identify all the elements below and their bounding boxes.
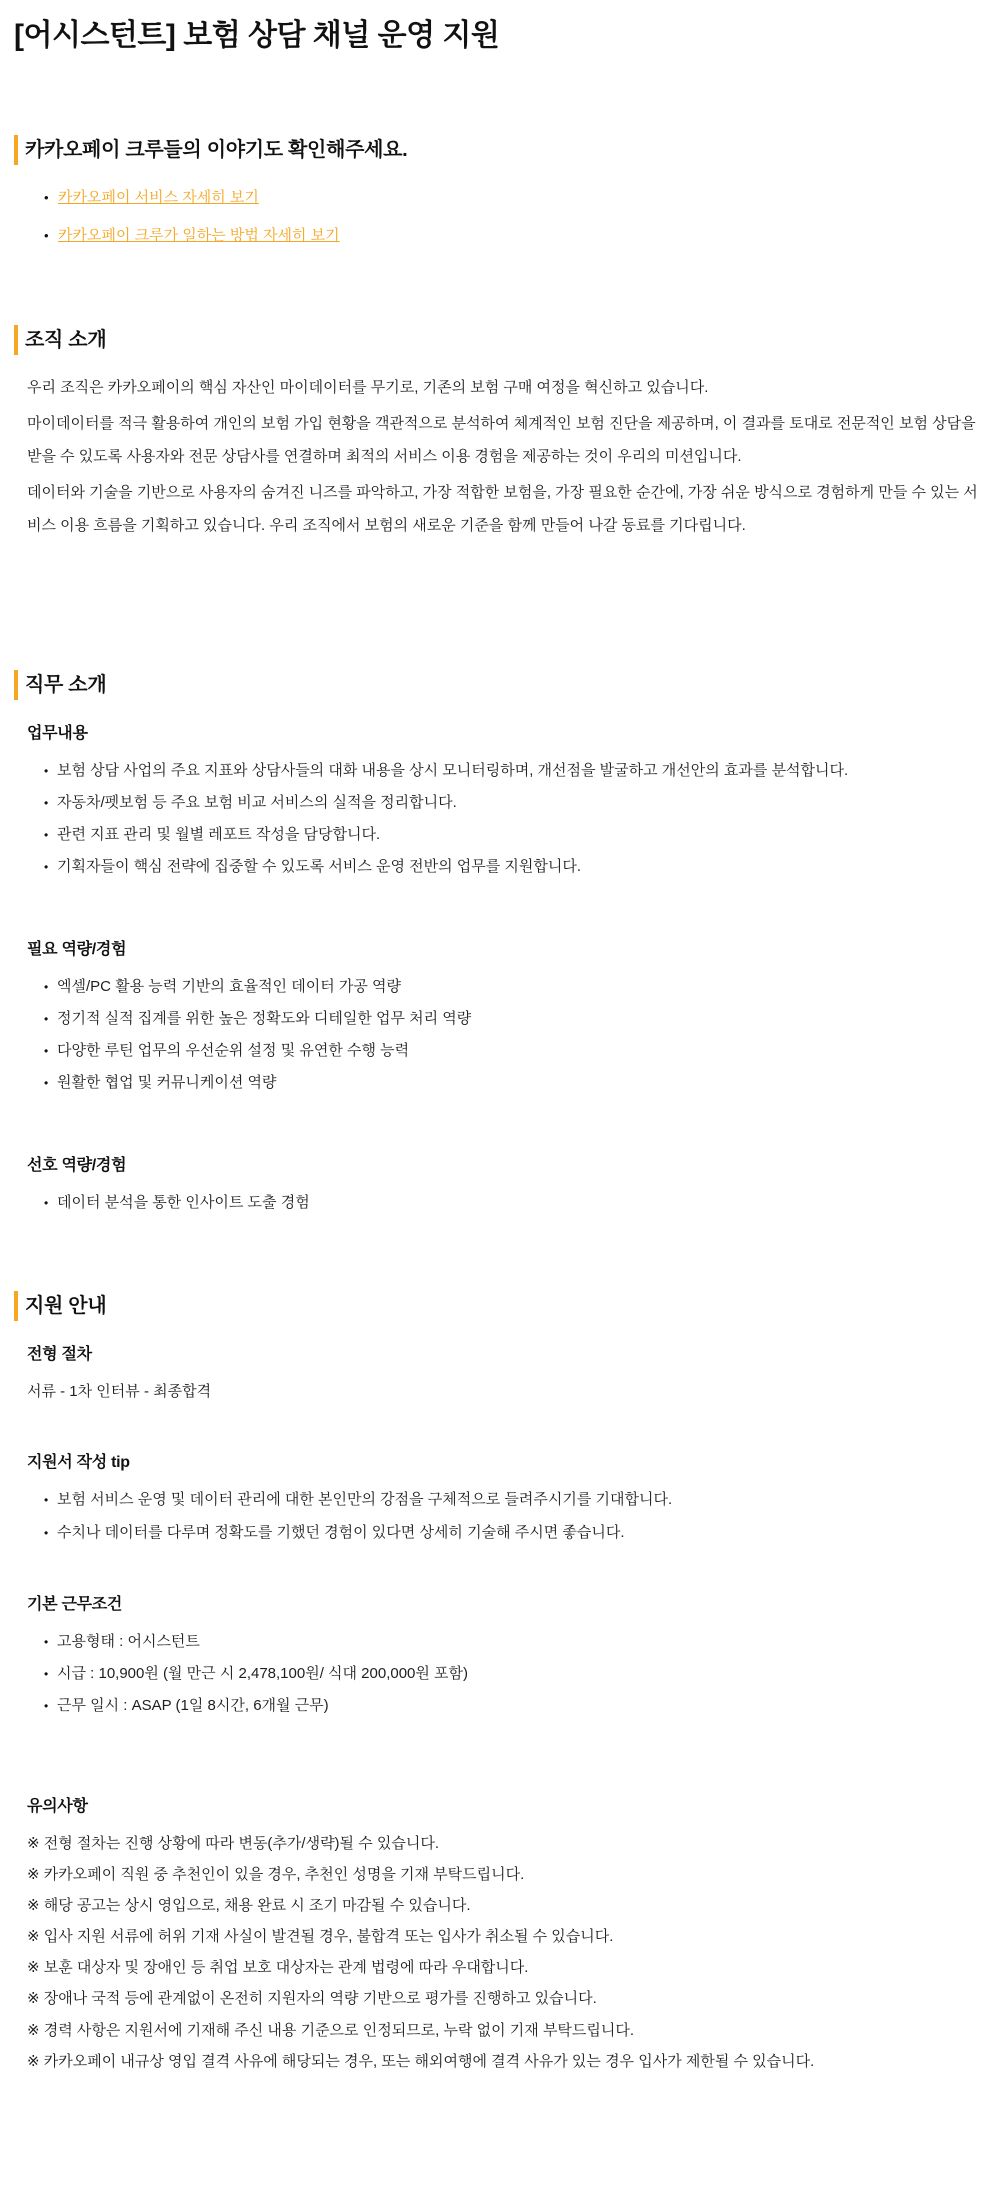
list-item: • 엑셀/PC 활용 능력 기반의 효율적인 데이터 가공 역량 bbox=[44, 971, 978, 1003]
notice-item: ※ 카카오페이 내규상 영입 결격 사유에 해당되는 경우, 또는 해외여행에 결격 사유가 있는 경우 입사가 제한될 수 있습니다. bbox=[27, 2052, 815, 2070]
tips-heading: 지원서 작성 tip bbox=[27, 1454, 130, 1472]
notice-item: ※ 카카오페이 직원 중 추천인이 있을 경우, 추천인 성명을 기재 부탁드립니다. bbox=[27, 1865, 525, 1883]
list-item: • 원활한 협업 및 커뮤니케이션 역량 bbox=[44, 1067, 978, 1099]
preferred-list bbox=[27, 1187, 978, 1219]
page-title: [어시스턴트] 보험 상담 채널 운영 지원 bbox=[14, 19, 500, 52]
conditions-list bbox=[27, 1626, 978, 1723]
job-section-heading: 직무 소개 bbox=[14, 670, 978, 700]
preferred-heading: 선호 역량/경험 bbox=[27, 1156, 127, 1174]
list-item: • 시급 : 10,900원 (월 만근 시 2,478,100원/ 식대 200,000원 포함) bbox=[44, 1658, 978, 1690]
list-item bbox=[44, 217, 978, 255]
service-detail-link[interactable]: 카카오페이 서비스 자세히 보기 bbox=[58, 188, 259, 206]
list-item: • 보험 서비스 운영 및 데이터 관리에 대한 본인만의 강점을 구체적으로 들려주시기를 기대합니다. bbox=[44, 1484, 978, 1516]
process-steps: 서류 - 1차 인터뷰 - 최종합격 bbox=[27, 1382, 212, 1400]
notice-item: ※ 보훈 대상자 및 장애인 등 취업 보호 대상자는 관계 법령에 따라 우대합니다. bbox=[27, 1959, 529, 1977]
list-item: • 수치나 데이터를 다루며 정확도를 기했던 경험이 있다면 상세히 기술해 주시면 좋습니다. bbox=[44, 1517, 978, 1549]
org-paragraph: 마이데이터를 적극 활용하여 개인의 보험 가입 현황을 객관적으로 분석하여 체계적인 보험 진단을 제공하며, 이 결과를 토대로 전문적인 보험 상담을 받을 수 있도록 사용자와 전문 상담사를 연결하며 최적의 서비스 이용 경험을 제공하는 것이 우리의 미션입니다. bbox=[27, 414, 976, 465]
list-item: • 데이터 분석을 통한 인사이트 도출 경험 bbox=[44, 1187, 978, 1219]
notices-list bbox=[27, 1828, 978, 2078]
requirements-list bbox=[27, 971, 978, 1100]
list-item: • 정기적 실적 집계를 위한 높은 정확도와 디테일한 업무 처리 역량 bbox=[44, 1003, 978, 1035]
duties-heading: 업무내용 bbox=[27, 724, 88, 742]
crew-culture-link[interactable]: 카카오페이 크루가 일하는 방법 자세히 보기 bbox=[58, 226, 340, 244]
preferred-subsection bbox=[27, 1152, 978, 1219]
duties-subsection bbox=[27, 720, 978, 884]
notice-item: ※ 장애나 국적 등에 관계없이 온전히 지원자의 역량 기반으로 평가를 진행하고 있습니다. bbox=[27, 1990, 597, 2008]
org-paragraph: 데이터와 기술을 기반으로 사용자의 숨겨진 니즈를 파악하고, 가장 적합한 보험을, 가장 필요한 순간에, 가장 쉬운 방식으로 경험하게 만들 수 있는 서비스 이용 흐름을 기획하고 있습니다. 우리 조직에서 보험의 새로운 기준을 함께 만들어 나갈 동료를 기다립니다. bbox=[27, 483, 978, 534]
notice-item: ※ 입사 지원 서류에 허위 기재 사실이 발견될 경우, 불합격 또는 입사가 취소될 수 있습니다. bbox=[27, 1928, 614, 1946]
list-item: • 보험 상담 사업의 주요 지표와 상담사들의 대화 내용을 상시 모니터링하며, 개선점을 발굴하고 개선안의 효과를 분석합니다. bbox=[44, 755, 978, 787]
list-item: • 자동차/펫보험 등 주요 보험 비교 서비스의 실적을 정리합니다. bbox=[44, 787, 978, 819]
process-subsection bbox=[27, 1341, 978, 1408]
list-item: • 고용형태 : 어시스턴트 bbox=[44, 1626, 978, 1658]
list-item bbox=[44, 179, 978, 217]
notices-heading: 유의사항 bbox=[27, 1797, 88, 1815]
requirements-subsection bbox=[27, 936, 978, 1100]
requirements-heading: 필요 역량/경험 bbox=[27, 940, 127, 958]
list-item: • 근무 일시 : ASAP (1일 8시간, 6개월 근무) bbox=[44, 1690, 978, 1722]
apply-section-heading: 지원 안내 bbox=[14, 1291, 978, 1321]
org-section-heading: 조직 소개 bbox=[14, 325, 978, 355]
process-heading: 전형 절차 bbox=[27, 1345, 92, 1363]
notices-subsection bbox=[27, 1793, 978, 2078]
list-item: • 다양한 루틴 업무의 우선순위 설정 및 유연한 수행 능력 bbox=[44, 1035, 978, 1067]
crew-section-heading: 카카오페이 크루들의 이야기도 확인해주세요. bbox=[14, 135, 978, 165]
duties-list bbox=[27, 755, 978, 884]
notice-item: ※ 전형 절차는 진행 상황에 따라 변동(추가/생략)될 수 있습니다. bbox=[27, 1834, 439, 1852]
list-item: • 기획자들이 핵심 전략에 집중할 수 있도록 서비스 운영 전반의 업무를 지원합니다. bbox=[44, 851, 978, 883]
list-item: • 관련 지표 관리 및 월별 레포트 작성을 담당합니다. bbox=[44, 819, 978, 851]
org-paragraph: 우리 조직은 카카오페이의 핵심 자산인 마이데이터를 무기로, 기존의 보험 구매 여정을 혁신하고 있습니다. bbox=[27, 378, 709, 396]
notice-item: ※ 해당 공고는 상시 영입으로, 채용 완료 시 조기 마감될 수 있습니다. bbox=[27, 1896, 471, 1914]
tips-list bbox=[27, 1484, 978, 1549]
conditions-subsection bbox=[27, 1591, 978, 1723]
org-description bbox=[27, 371, 978, 542]
notice-item: ※ 경력 사항은 지원서에 기재해 주신 내용 기준으로 인정되므로, 누락 없이 기재 부탁드립니다. bbox=[27, 2021, 635, 2039]
conditions-heading: 기본 근무조건 bbox=[27, 1595, 123, 1613]
tips-subsection bbox=[27, 1449, 978, 1549]
crew-link-list bbox=[44, 179, 978, 255]
